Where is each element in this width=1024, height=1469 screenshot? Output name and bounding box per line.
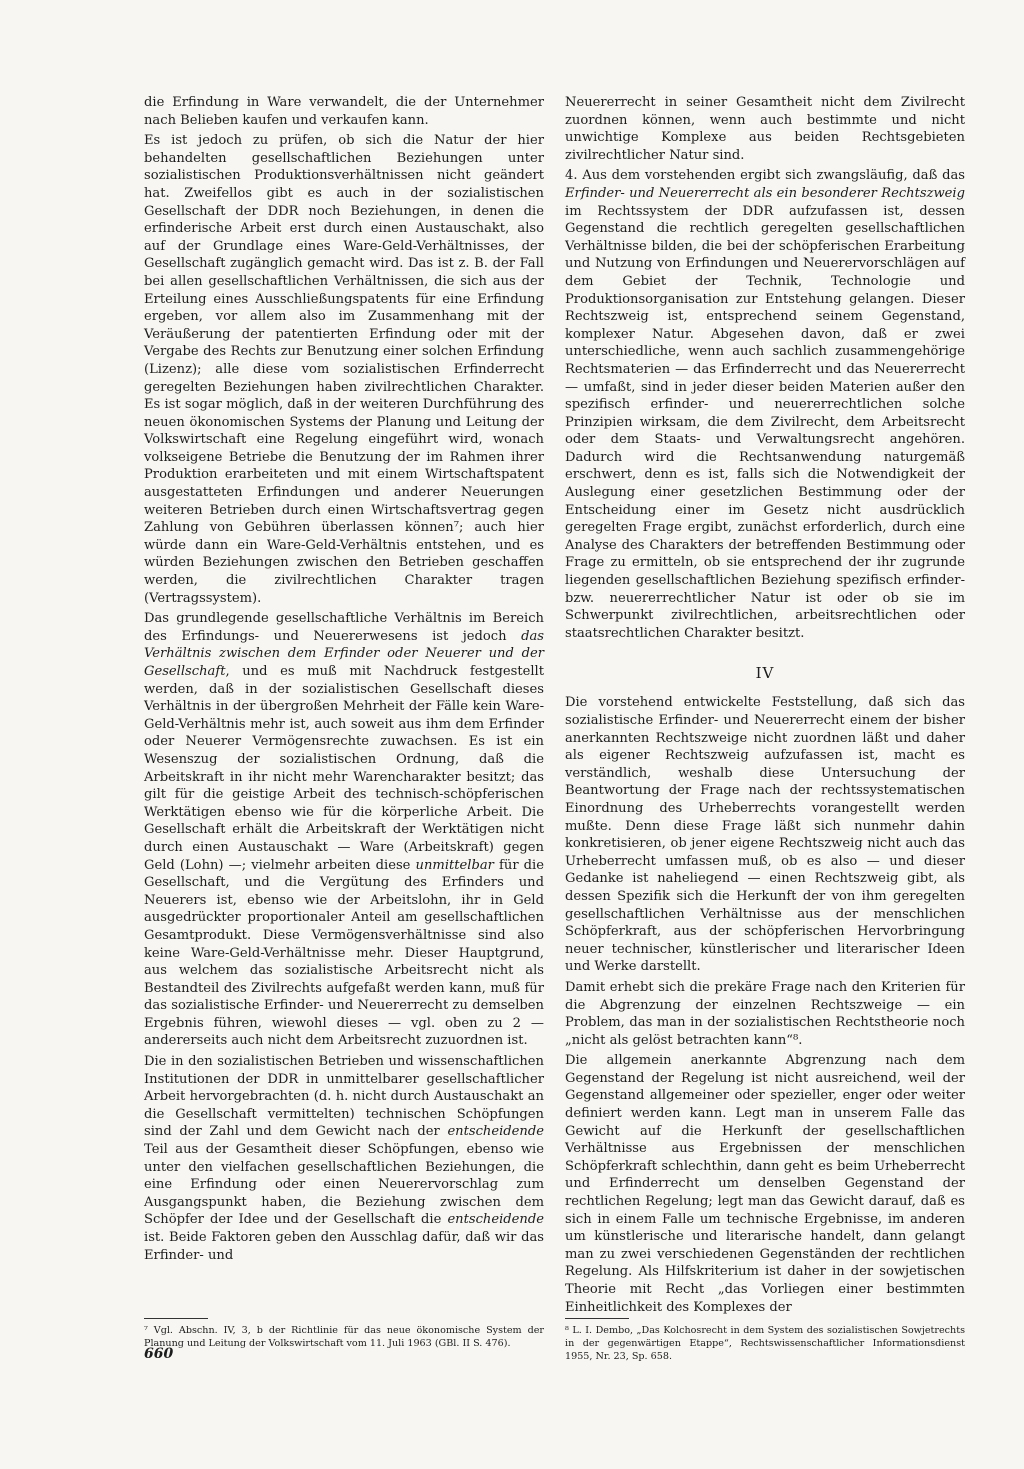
paragraph: die Erfindung in Ware verwandelt, die der Unternehmer nach Belieben kaufen und verkaufen kann. [144, 95, 544, 128]
paragraph [144, 1053, 544, 1264]
text-run: im Rechtssystem der DDR aufzufassen ist, dessen Gegenstand die rechtlich geregelten gesellschaftlichen Verhältnisse bilden, die bei der schöpferischen Erarbeitung und Nutzung von Erfindungen und Neuerervorschlägen auf dem Gebiet der Technik, Technologie und Produktionsorganisation zur Entstehung gelangen. Dieser Rechtszweig ist, entsprechend seinem Gegenstand, komplexer Natur. Abgesehen davon, daß er zwei unterschiedliche, wenn auch sachlich zusammengehörige Rechtsmaterien — das Erfinderrecht und das Neuererrecht — umfaßt, sind in jeder dieser beiden Materien außer den spezifisch erfinder- und neuererrechtlichen solche Prinzipien wirksam, die dem Zivilrecht, dem Arbeitsrecht oder dem Staats- und Verwaltungsrecht angehören. Dadurch wird die Rechtsanwendung naturgemäß erschwert, denn es ist, falls sich die Notwendigkeit der Auslegung einer gesetzlichen Bestimmung oder der Entscheidung einer im Gesetz nicht ausdrücklich geregelten Frage ergibt, zunächst erforderlich, durch eine Analyse des Charakters der betreffenden Bestimmung oder Frage zu ermitteln, ob sie entsprechend der ihr zugrunde liegenden gesellschaftlichen Beziehung spezifisch erfinder- bzw. neuererrechtlicher Natur ist oder ob sie im Schwerpunkt zivilrechtlichen, arbeitsrechtlichen oder staatsrechtlichen Charakter besitzt. [565, 203, 965, 641]
text-run: 4. Aus dem vorstehenden ergibt sich zwangsläufig, daß das [565, 168, 965, 184]
text-run: Teil aus der Gesamtheit dieser Schöpfungen, ebenso wie unter den vielfachen gesellschaftlichen Beziehungen, die eine Erfindung oder einen Neuerervorschlag zum Ausgangspunkt haben, die Beziehung zwischen dem Schöpfer der Idee und der Gesellschaft die [144, 1142, 544, 1228]
text-run: Das grundlegende gesellschaftliche Verhältnis im Bereich des Erfindungs- und Neuererwesens ist jedoch [144, 611, 544, 644]
footnote-divider [144, 1318, 208, 1319]
text-run: für die Gesellschaft, und die Vergütung des Erfinders und Neuerers ist, ebenso wie der Arbeitslohn, ihr in Geld ausgedrückter proportionaler Anteil am gesellschaftlichen Gesamtprodukt. Diese Vermögensverhältnisse sind also keine Ware-Geld-Verhältnisse mehr. Dieser Hauptgrund, aus welchem das sozialistische Arbeitsrecht nicht als Bestandteil des Zivilrechts aufgefaßt werden kann, muß für das sozialistische Erfinder- und Neuererrecht zu demselben Ergebnis führen, wiewohl dieses — vgl. oben zu 2 — andererseits auch nicht dem Arbeitsrecht zuzuordnen ist. [144, 857, 544, 1049]
section-heading: IV [755, 664, 775, 683]
text-run: , und es muß mit Nachdruck festgestellt werden, daß in der sozialistischen Gesellschaft dieses Verhältnis in der übergroßen Mehrheit der Fälle kein Ware-Geld-Verhältnis mehr ist, auch soweit aus ihm dem Erfinder oder Neuerer Vermögensrechte zuwachsen. Es ist ein Wesenszug der sozialistischen Ordnung, daß die Arbeitskraft in ihr nicht mehr Warencharakter besitzt; das gilt für die geistige Arbeit des technisch-schöpferischen Werktätigen ebenso wie für die körperliche Arbeit. Die Gesellschaft erhält die Arbeitskraft der Werktätigen nicht durch einen Austauschakt — Ware (Arbeitskraft) gegen Geld (Lohn) —; vielmehr arbeiten diese [144, 664, 544, 873]
paragraph: Damit erhebt sich die prekäre Frage nach den Kriterien für die Abgrenzung der einzelnen Rechtszweige — ein Problem, das man in der sozialistischen Rechtstheorie noch „nicht als gelöst betrachten kann“⁸. [565, 979, 965, 1048]
emphasis: unmittelbar [415, 857, 494, 873]
footnote-divider [565, 1318, 629, 1319]
page-number: 660 [144, 1346, 174, 1362]
emphasis: das Verhältnis zwischen dem Erfinder oder Neuerer und der Gesellschaft [144, 628, 544, 679]
paragraph [144, 610, 544, 1050]
footnote-8: ⁸ L. I. Dembo, „Das Kolchosrecht in dem System des sozialistischen Sowjetrechts in der gegenwärtigen Etappe“, Rechtswissenschaftlicher Informationsdienst 1955, Nr. 23, Sp. 658. [565, 1325, 965, 1362]
text-run: ist. Beide Faktoren geben den Ausschlag dafür, daß wir das Erfinder- und [144, 1230, 544, 1263]
footnote-7: ⁷ Vgl. Abschn. IV, 3, b der Richtlinie für das neue ökonomische System der Planung und Leitung der Volkswirtschaft vom 11. Juli 1963 (GBl. II S. 476). [144, 1325, 544, 1349]
emphasis: entscheidende [447, 1124, 544, 1140]
emphasis: entscheidende [447, 1212, 544, 1228]
paragraph [565, 167, 965, 642]
text-run: Die in den sozialistischen Betrieben und wissenschaftlichen Institutionen der DDR in unmittelbarer gesellschaftlicher Arbeit hervorgebrachten (d. h. nicht durch Austauschakt an die Gesellschaft vermittelten) technischen Schöpfungen sind der Zahl und dem Gewicht nach der [144, 1054, 544, 1140]
left-column [144, 94, 544, 1267]
paragraph: Die vorstehend entwickelte Feststellung, daß sich das sozialistische Erfinder- und Neuererrecht einem der bisher anerkannten Rechtszweige nicht zuordnen läßt und daher als eigener Rechtszweig aufzufassen ist, macht es verständlich, weshalb diese Untersuchung der Beantwortung der Frage nach der rechtssystematischen Einordnung des Urheberrechts vorangestellt werden mußte. Denn diese Frage läßt sich nunmehr dahin konkretisieren, ob jener eigene Rechtszweig nicht auch das Urheberrecht umfassen muß, ob es also — und dieser Gedanke ist naheliegend — einen Rechtszweig gibt, als dessen Spezifik sich die Herkunft der von ihm geregelten gesellschaftlichen Verhältnisse aus der menschlichen Schöpferkraft, aus der schöpferischen Hervorbringung neuer technischer, künstlerischer und literarischer Ideen und Werke darstellt. [565, 695, 965, 975]
emphasis: Erfinder- und Neuererrecht als ein besonderer Rechtszweig [565, 185, 965, 201]
paragraph: Es ist jedoch zu prüfen, ob sich die Natur der hier behandelten gesellschaftlichen Beziehungen unter sozialistischen Produktionsverhältnissen nicht geändert hat. Zweifellos gibt es auch in der sozialistischen Gesellschaft der DDR noch Beziehungen, in denen die erfinderische Arbeit erst durch einen Austauschakt, also auf der Grundlage eines Ware-Geld-Verhältnisses, der Gesellschaft zugänglich gemacht wird. Das ist z. B. der Fall bei allen gesellschaftlichen Verhältnissen, die sich aus der Erteilung eines Ausschließungspatents für eine Erfindung ergeben, vor allem also im Zusammenhang mit der Veräußerung der patentierten Erfindung oder mit der Vergabe des Rechts zur Benutzung einer solchen Erfindung (Lizenz); alle diese vom sozialistischen Erfinderrecht geregelten Beziehungen haben zivilrechtlichen Charakter. Es ist sogar möglich, daß in der weiteren Durchführung des neuen ökonomischen Systems der Planung und Leitung der Volkswirtschaft eine Regelung eingeführt wird, wonach volkseigene Betriebe die Benutzung der im Rahmen ihrer Produktion erarbeiteten und mit einem Wirtschaftspatent ausgestatteten Erfindungen und anderer Neuerungen weiteren Betrieben durch einen Wirtschaftsvertrag gegen Zahlung von Gebühren überlassen können⁷; auch hier würde dann ein Ware-Geld-Verhältnis entstehen, und es würden Beziehungen zwischen den Betrieben geschaffen werden, die zivilrechtlichen Charakter tragen (Vertragssystem). [144, 133, 544, 606]
paragraph: Neuererrecht in seiner Gesamtheit nicht dem Zivilrecht zuordnen können, wenn auch bestimmte und nicht unwichtige Komplexe aus beiden Rechtsgebieten zivilrechtlicher Natur sind. [565, 95, 965, 163]
paragraph: Die allgemein anerkannte Abgrenzung nach dem Gegenstand der Regelung ist nicht ausreichend, weil der Gegenstand allgemeiner oder spezieller, enger oder weiter definiert werden kann. Legt man in unserem Falle das Gewicht auf die Herkunft der gesellschaftlichen Verhältnisse aus Ergebnissen der menschlichen Schöpferkraft schlechthin, dann geht es beim Urheberrecht und Erfinderrecht um denselben Gegenstand der rechtlichen Regelung; legt man das Gewicht darauf, daß es sich in einem Falle um technische Ergebnisse, im anderen um künstlerische und literarische handelt, dann gelangt man zu zwei verschiedenen Gegenständen der rechtlichen Regelung. Als Hilfskriterium ist daher in der sowjetischen Theorie mit Recht „das Vorliegen einer bestimmten Einheitlichkeit des Komplexes der [565, 1053, 965, 1315]
right-column [565, 94, 965, 1319]
